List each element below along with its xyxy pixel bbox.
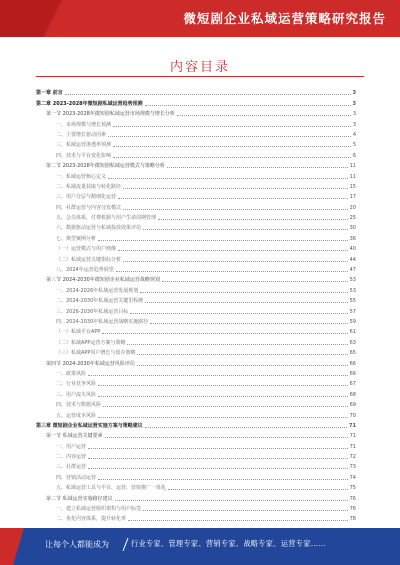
toc-entry[interactable] [36, 398, 356, 408]
toc-entry-title: 第二节 私域运营实施路径建议 [46, 495, 113, 502]
toc-entry-page: 66 [349, 360, 356, 367]
toc-entry-page: 11 [349, 163, 356, 170]
toc-entry[interactable] [36, 450, 356, 460]
toc-entry-title: 第三章 微短剧企业私域运营实施方案与策略建议 [36, 422, 143, 429]
toc-entry[interactable] [36, 221, 356, 231]
toc-entry-title: 二、2024-2030年私域运营关键里程碑 [56, 298, 144, 305]
toc-entry-page: 5 [352, 142, 356, 149]
toc-leader-dots [158, 218, 348, 220]
toc-entry-title: 四、技术与数据风险 [56, 402, 102, 409]
toc-leader-dots [168, 488, 348, 490]
toc-leader-dots [150, 322, 347, 324]
toc-entry[interactable] [36, 502, 356, 512]
toc-entry-title: 四、社群运营与内容分发模式 [56, 204, 122, 211]
toc-entry-title: 一、用户运营 [56, 443, 87, 450]
toc-entry-title: 第四节 2024-2030年私域运营风险评估 [46, 360, 135, 367]
toc-entry[interactable] [36, 387, 356, 397]
toc-entry[interactable] [36, 159, 356, 169]
toc-entry-page: 30 [349, 225, 356, 232]
toc-entry-title: （二）私域APP运营方案与策略 [56, 339, 126, 346]
toc-entry-page: 75 [349, 485, 356, 492]
toc-entry-page: 61 [349, 329, 356, 336]
toc-entry[interactable] [36, 107, 356, 117]
toc-leader-dots [98, 384, 348, 386]
toc-entry-page: 57 [349, 308, 356, 315]
toc-entry-page: 17 [349, 194, 356, 201]
toc-leader-dots [113, 156, 351, 158]
toc-entry-page: 71 [349, 433, 356, 440]
toc-entry[interactable] [36, 512, 356, 522]
toc-entry-page: 53 [349, 277, 356, 284]
toc-entry-page: 70 [349, 412, 356, 419]
toc-leader-dots [116, 270, 348, 272]
toc-entry[interactable] [36, 211, 356, 221]
toc-entry[interactable] [36, 408, 356, 418]
toc-entry-title: （二）私域运营关键指标分析 [56, 256, 122, 263]
toc-entry-title: 二、优化内容体系，提升转化率 [56, 516, 127, 523]
toc-entry-title: 一、政策风险 [56, 370, 87, 377]
toc-entry-title: 四、技术与平台变化影响 [56, 152, 112, 159]
toc-entry-page: 15 [349, 183, 356, 190]
toc-leader-dots [145, 301, 347, 303]
toc-entry-page: 6 [352, 152, 356, 159]
toc-entry[interactable] [36, 86, 356, 96]
toc-entry-title: （三）私域APP用户增长与留存策略 [56, 350, 136, 357]
toc-entry-page: 25 [349, 215, 356, 222]
toc-entry-title: 一、2024-2026年私域运营发展规划 [56, 287, 139, 294]
toc-entry[interactable] [36, 470, 356, 480]
toc-entry-page: 67 [349, 381, 356, 388]
toc-leader-dots [123, 187, 348, 189]
toc-entry[interactable] [36, 273, 356, 283]
toc-leader-dots [98, 478, 348, 480]
toc-entry-title: 三、私域运营渗透率预测 [56, 142, 112, 149]
toc-entry-title: 三、用户分层与精细化运营 [56, 194, 117, 201]
toc-entry[interactable] [36, 117, 356, 127]
toc-entry-page: 59 [349, 318, 356, 325]
toc-entry-title: 二、私域流量获取与转化路径 [56, 183, 122, 190]
toc-entry-title: 五、私域运营工具与平台、运营、营销推广一体化 [56, 485, 167, 492]
toc-leader-dots [88, 447, 348, 449]
toc-entry-page: 47 [349, 267, 356, 274]
toc-entry[interactable] [36, 231, 356, 241]
toc-leader-dots [115, 499, 348, 501]
toc-entry-page: 71 [349, 422, 356, 429]
toc-leader-dots [145, 104, 351, 106]
toc-leader-dots [177, 114, 351, 116]
toc-entry-page: 44 [349, 256, 356, 263]
toc-entry-title: 三、用户流失风险 [56, 391, 97, 398]
toc-entry-title: 第二章 2023-2028年微短剧私域运营趋势预测 [36, 100, 143, 107]
toc-entry[interactable] [36, 325, 356, 335]
toc-entry-title: 第一节 私域运营关键要素 [46, 433, 103, 440]
toc-entry-title: 八、2024年运营趋势展望 [56, 267, 114, 274]
toc-leader-dots [130, 312, 347, 314]
toc-entry-title: 一、私域运营核心定义 [56, 173, 107, 180]
toc-entry-page: 68 [349, 391, 356, 398]
header-accent [0, 0, 62, 37]
toc-entry[interactable] [36, 252, 356, 262]
toc-leader-dots [103, 405, 348, 407]
toc-leader-dots [88, 457, 348, 459]
toc-entry-page: 69 [349, 402, 356, 409]
toc-entry-page: 3 [352, 111, 356, 118]
toc-entry[interactable] [36, 315, 356, 325]
toc-leader-dots [123, 208, 348, 210]
toc-leader-dots [105, 436, 348, 438]
toc-leader-dots [137, 353, 347, 355]
footer-tagline: 行业专家、管理专家、营销专家、战略专家、运营专家…… [131, 539, 326, 548]
toc-entry-page: 66 [349, 370, 356, 377]
toc-entry[interactable] [36, 346, 356, 356]
toc-leader-dots [140, 291, 347, 293]
toc-entry[interactable] [36, 367, 356, 377]
toc-entry-title: 七、典型案例分析 [56, 235, 97, 242]
toc-leader-dots [98, 416, 348, 418]
toc-entry[interactable] [36, 304, 356, 314]
toc-entry-title: （一）私域平台APP [56, 329, 101, 336]
footer-accent [0, 528, 24, 565]
toc-leader-dots [127, 343, 347, 345]
toc-leader-dots [143, 509, 348, 511]
toc-entry[interactable] [36, 283, 356, 293]
toc-entry-page: 73 [349, 464, 356, 471]
toc-entry[interactable] [36, 481, 356, 491]
toc-entry-title: 二、行业竞争风险 [56, 381, 97, 388]
toc-entry[interactable] [36, 419, 356, 429]
toc-leader-dots [123, 260, 348, 262]
toc-entry-title: 一、建立私域运营组织架构与用户标签 [56, 506, 142, 513]
toc-entry[interactable] [36, 96, 356, 106]
toc-entry[interactable] [36, 377, 356, 387]
toc-entry[interactable] [36, 263, 356, 273]
toc-entry-title: 二、主要增长驱动因素 [56, 131, 107, 138]
toc-leader-dots [145, 426, 347, 428]
toc-leader-dots [128, 519, 348, 521]
toc-entry[interactable] [36, 294, 356, 304]
toc-entry-title: 第二节 2023-2028年微短剧私域运营模式与策略分析 [46, 163, 165, 170]
toc-divider [36, 76, 364, 77]
toc-entry-page: 3 [352, 90, 356, 97]
toc-leader-dots [88, 467, 348, 469]
toc-entry-page: 3 [352, 121, 356, 128]
toc-entry[interactable] [36, 429, 356, 439]
toc-leader-dots [162, 280, 348, 282]
toc-leader-dots [137, 364, 348, 366]
toc-leader-dots [108, 177, 348, 179]
toc-entry-page: 55 [349, 298, 356, 305]
toc-entry-title: 三、2026-2030年私域运营目标 [56, 308, 129, 315]
toc-entry-page: 74 [349, 474, 356, 481]
toc-entry-title: 五、运营成本风险 [56, 412, 97, 419]
toc-entry-page: 53 [349, 287, 356, 294]
toc-entry-title: 五、会员体系、付费机制与用户生命周期管理 [56, 215, 157, 222]
toc-entry-page: 4 [352, 131, 356, 138]
toc-entry-title: 六、数据驱动运营与私域投放效果评估 [56, 225, 142, 232]
toc-leader-dots [98, 395, 348, 397]
toc-entry-title: 三、社群运营 [56, 464, 87, 471]
toc-leader-dots [118, 249, 348, 251]
toc-entry-page: 71 [349, 443, 356, 450]
toc-leader-dots [98, 239, 348, 241]
toc-entry[interactable] [36, 180, 356, 190]
toc-leader-dots [167, 166, 348, 168]
toc-entry[interactable] [36, 138, 356, 148]
toc-entry-page: 3 [352, 100, 356, 107]
footer-slogan: 让每个人都能成为 [45, 540, 109, 549]
toc-leader-dots [113, 125, 351, 127]
toc-entry-page: 76 [349, 495, 356, 502]
toc-heading: 内容目录 [169, 60, 230, 75]
toc-entry-title: 四、营销活动运营 [56, 474, 97, 481]
toc-entry-title: （一）运营模式与用户画像 [56, 246, 117, 253]
toc-leader-dots [113, 145, 351, 147]
toc-leader-dots [102, 332, 347, 334]
toc-entry[interactable] [36, 200, 356, 210]
toc-entry-page: 40 [349, 246, 356, 253]
toc-entry-title: 一、市场规模与增长预测 [56, 121, 112, 128]
toc-leader-dots [118, 197, 348, 199]
toc-entry[interactable] [36, 148, 356, 158]
toc-entry-page: 78 [349, 516, 356, 523]
table-of-contents [36, 86, 356, 522]
toc-entry-title: 四、2024-2030年私域运营战略实施路径 [56, 318, 149, 325]
toc-entry[interactable] [36, 169, 356, 179]
footer-bar [0, 528, 400, 565]
report-title: 微短剧企业私域运营策略研究报告 [183, 11, 386, 26]
toc-entry-page: 76 [349, 506, 356, 513]
toc-leader-dots [65, 93, 351, 95]
toc-entry-page: 65 [349, 350, 356, 357]
toc-entry[interactable] [36, 335, 356, 345]
toc-entry[interactable] [36, 128, 356, 138]
toc-leader-dots [143, 228, 348, 230]
toc-entry-page: 36 [349, 235, 356, 242]
toc-entry-page: 72 [349, 454, 356, 461]
toc-leader-dots [108, 135, 351, 137]
toc-entry[interactable] [36, 491, 356, 501]
toc-entry[interactable] [36, 190, 356, 200]
toc-entry-title: 二、内容运营 [56, 454, 87, 461]
toc-entry-page: 11 [349, 173, 356, 180]
toc-entry-title: 第一节 2023-2028年微短剧私域运营市场规模与增长分析 [46, 111, 175, 118]
separator-icon [122, 538, 129, 551]
toc-leader-dots [88, 374, 348, 376]
toc-entry-page: 20 [349, 204, 356, 211]
toc-entry[interactable] [36, 460, 356, 470]
toc-entry-page: 63 [349, 339, 356, 346]
header-bar [0, 0, 400, 37]
toc-entry[interactable] [36, 439, 356, 449]
toc-entry[interactable] [36, 242, 356, 252]
toc-entry-title: 第一章 前言 [36, 90, 63, 97]
toc-entry[interactable] [36, 356, 356, 366]
toc-entry-title: 第三节 2024-2030年微短剧企业私域运营战略规划 [46, 277, 160, 284]
